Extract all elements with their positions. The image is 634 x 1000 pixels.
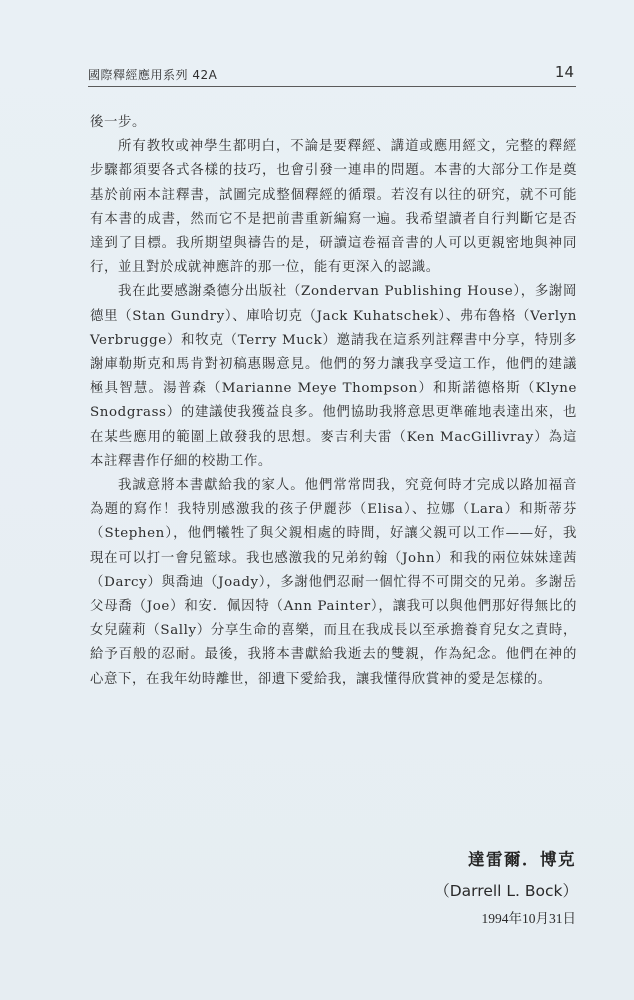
paragraph-acknowledgements: 我在此要感謝桑德分出版社（Zondervan Publishing House），多謝岡德里（Stan Gundry）、庫哈切克（Jack Kuhatschek）、弗布魯格（Verlyn Verbrugge）和牧克（Terry Muck）邀請我在這系列註釋書中分享，特別多謝庫勒斯克和馬肯對初稿惠賜意見。他們的努力讓我享受這工作，他們的建議極具智慧。湯普森（Marianne Meye Thompson）和斯諾德格斯（Klyne Snodgrass）的建議使我獲益良多。他們協助我將意思更準確地表達出來，也在某些應用的範圍上啟發我的思想。麥吉利夫雷（Ken MacGillivray）為這本註釋書作仔細的校勘工作。 <box>90 284 577 469</box>
signature-block <box>318 846 578 927</box>
paragraph-exegesis: 所有教牧或神學生都明白，不論是要釋經、講道或應用經文，完整的釋經步驟都須要各式各樣的技巧，也會引發一連串的問題。本書的大部分工作是奠基於前兩本註釋書，試圖完成整個釋經的循環。若沒有以往的研究，就不可能有本書的成書，然而它不是把前書重新編寫一遍。我希望讀者自行判斷它是否達到了目標。我所期望與禱告的是，研讀這卷福音書的人可以更親密地與神同行，並且對於成就神應許的那一位，能有更深入的認識。 <box>90 139 577 276</box>
author-name-chinese: 達雷爾．博克 <box>468 850 576 869</box>
paragraph-continuation: 後一步。 <box>90 115 146 130</box>
page-number: 14 <box>554 63 574 81</box>
author-name-english: （Darrell L. Bock） <box>434 882 578 900</box>
signature-date: 1994年10月31日 <box>481 911 576 926</box>
series-title: 國際釋經應用系列 42A <box>88 68 218 82</box>
running-header <box>88 62 576 87</box>
preface-body <box>90 111 577 692</box>
paragraph-dedication: 我誠意將本書獻給我的家人。他們常常問我，究竟何時才完成以路加福音為題的寫作！我特別感激我的孩子伊麗莎（Elisa）、拉娜（Lara）和斯蒂芬（Stephen），他們犧牲了與父親相處的時間，好讓父親可以工作——好，我現在可以打一會兒籃球。我也感激我的兄弟約翰（John）和我的兩位妹妹達茜（Darcy）與喬迪（Joady），多謝他們忍耐一個忙得不可開交的兄弟。多謝岳父母喬（Joe）和安．佩因特（Ann Painter），讓我可以與他們那好得無比的女兒薩莉（Sally）分享生命的喜樂，而且在我成長以至承擔養育兒女之責時，給予百般的忍耐。最後，我將本書獻給我逝去的雙親，作為紀念。他們在神的心意下，在我年幼時離世，卻遺下愛給我，讓我懂得欣賞神的愛是怎樣的。 <box>90 478 577 687</box>
